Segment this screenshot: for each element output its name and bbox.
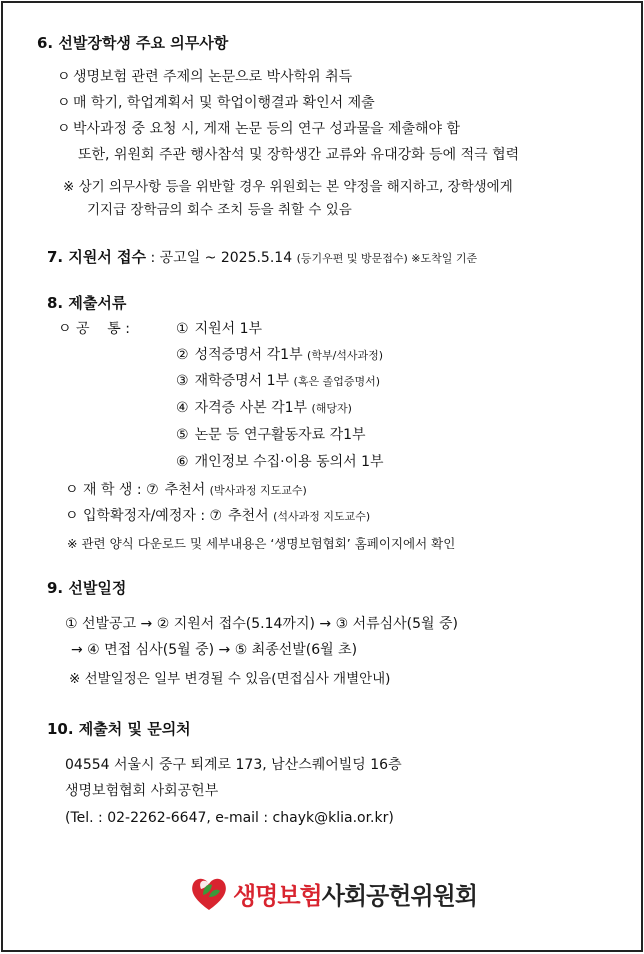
doc-text: 자격증 사본 각1부 — [194, 400, 308, 416]
s6-item-1 — [57, 67, 352, 87]
doc-note: (학부/석사과정) — [307, 349, 384, 362]
doc-num: ① — [176, 321, 189, 337]
doc-note: (혹은 졸업증명서) — [293, 375, 380, 388]
note-mark: ※ — [63, 179, 75, 195]
s6-item-2-text: 매 학기, 학업계획서 및 학업이행결과 확인서 제출 — [73, 95, 375, 111]
doc-text: 재학증명서 1부 — [194, 373, 290, 389]
bullet: ㅇ — [57, 121, 71, 137]
doc-num: ⑦ — [146, 482, 159, 498]
doc-note: (박사과정 지도교수) — [209, 484, 307, 497]
logo-text-dark: 사회공헌위원회 — [321, 881, 478, 910]
doc-text: 개인정보 수집·이용 동의서 1부 — [194, 454, 384, 470]
logo-wordmark — [233, 876, 477, 911]
s6-item-2 — [57, 93, 375, 113]
doc-item-5 — [176, 425, 366, 445]
doc-text: 지원서 1부 — [194, 321, 263, 337]
doc-text: 추천서 — [164, 482, 206, 498]
section-7-text: : 공고일 ~ 2025.5.14 — [146, 250, 297, 266]
s6-note-1-text: 상기 의무사항 등을 위반할 경우 위원회는 본 약정을 해지하고, 장학생에게 — [78, 179, 513, 195]
s10-organization: 생명보험협회 사회공헌부 — [65, 783, 219, 799]
s9-schedule-line-1: ① 선발공고 → ② 지원서 접수(5.14까지) → ③ 서류심사(5월 중) — [65, 616, 458, 632]
doc-num: ⑥ — [176, 454, 189, 470]
section-10-heading: 10. 제출처 및 문의처 — [47, 720, 191, 738]
s9-note: ※ 선발일정은 일부 변경될 수 있음(면접심사 개별안내) — [69, 671, 391, 687]
s8-admit-label: ㅇ 입학확정자/예정자 : — [65, 508, 210, 524]
s8-note: ※ 관련 양식 다운로드 및 세부내용은 ‘생명보험협회’ 홈페이지에서 확인 — [67, 536, 456, 551]
s6-item-3 — [57, 119, 460, 139]
doc-num: ② — [176, 347, 189, 363]
doc-text: 논문 등 연구활동자료 각1부 — [194, 427, 366, 443]
doc-item-1 — [176, 319, 262, 339]
doc-num: ⑦ — [209, 508, 223, 524]
s6-item-3-continued: 또한, 위원회 주관 행사참석 및 장학생간 교류와 유대강화 등에 적극 협력 — [78, 147, 520, 163]
section-6-heading: 6. 선발장학생 주요 의무사항 — [37, 34, 229, 52]
doc-num: ⑤ — [176, 427, 189, 443]
doc-note: (해당자) — [311, 402, 352, 415]
doc-num: ③ — [176, 373, 189, 389]
doc-item-2 — [176, 345, 383, 366]
heart-leaf-icon — [189, 873, 229, 913]
s6-item-1-text: 생명보험 관련 주제의 논문으로 박사학위 취득 — [73, 69, 353, 85]
s10-address: 04554 서울시 중구 퇴계로 173, 남산스퀘어빌딩 16층 — [65, 757, 402, 773]
doc-text: 추천서 — [228, 508, 269, 524]
s6-note-line-2: 기지급 장학금의 회수 조치 등을 취할 수 있음 — [87, 202, 352, 218]
bullet: ㅇ — [57, 69, 71, 85]
committee-logo — [189, 873, 477, 913]
doc-note: (석사과정 지도교수) — [273, 510, 371, 523]
logo-text-red: 생명보험 — [233, 881, 322, 910]
doc-item-3 — [176, 371, 380, 392]
section-8-heading: 8. 제출서류 — [47, 294, 127, 312]
s10-contact: (Tel. : 02-2262-6647, e-mail : chayk@klia.or.kr) — [65, 810, 394, 826]
s6-note-line-1 — [63, 177, 513, 197]
section-7-heading: 7. 지원서 접수 — [47, 248, 147, 266]
doc-num: ④ — [176, 400, 189, 416]
doc-item-4 — [176, 398, 352, 419]
s9-schedule-line-2: → ④ 면접 심사(5월 중) → ⑤ 최종선발(6월 초) — [71, 642, 358, 658]
s8-admit-line — [65, 506, 370, 527]
doc-item-6 — [176, 452, 384, 472]
document-page — [1, 1, 643, 952]
section-9-heading: 9. 선발일정 — [47, 579, 127, 597]
section-7-note: (등기우편 및 방문접수) ※도착일 기준 — [296, 252, 478, 265]
doc-text: 성적증명서 각1부 — [194, 347, 303, 363]
s8-enrolled-line — [65, 480, 307, 501]
s8-enrolled-label: ㅇ 재 학 생 : — [65, 482, 147, 498]
s8-common-label: ㅇ 공 통 : — [58, 321, 135, 337]
bullet: ㅇ — [57, 95, 71, 111]
s6-item-3-text: 박사과정 중 요청 시, 게재 논문 등의 연구 성과물을 제출해야 함 — [73, 121, 461, 137]
section-7-line — [47, 247, 477, 269]
